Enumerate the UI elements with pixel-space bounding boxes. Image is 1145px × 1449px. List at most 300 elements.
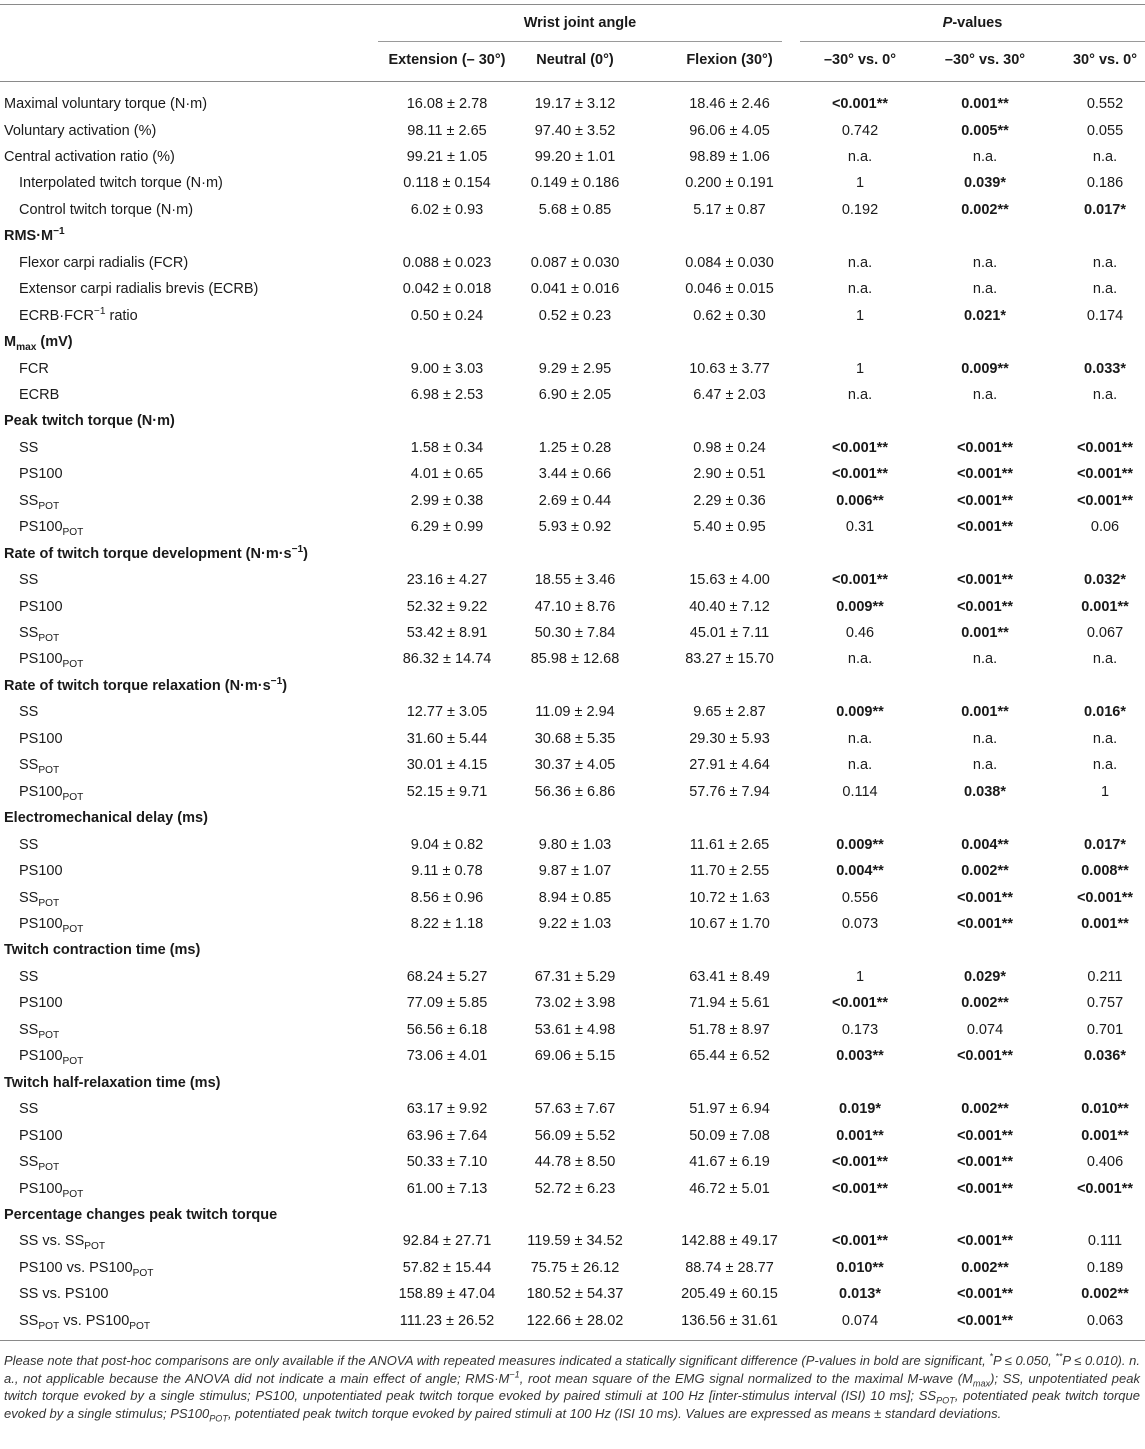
row-label-text: Flexor carpi radialis (FCR) <box>19 254 189 271</box>
table-cell-p-value: 0.111 <box>1087 1233 1123 1250</box>
table-cell-p-value: 0.019* <box>839 1101 881 1118</box>
table-cell-value: 63.96 ± 7.64 <box>406 1127 488 1144</box>
table-cell-value: 51.78 ± 8.97 <box>689 1021 770 1038</box>
table-cell-p-value: n.a. <box>972 386 998 403</box>
table-cell-value: 56.56 ± 6.18 <box>406 1021 488 1038</box>
row-label-suffix: ) <box>303 545 308 562</box>
row-label-superscript: −1 <box>291 543 304 555</box>
table-cell-value: 96.06 ± 4.05 <box>689 122 770 139</box>
table-cell-p-value: 0.002** <box>1081 1286 1129 1303</box>
table-cell-value: 71.94 ± 5.61 <box>689 995 770 1012</box>
row-label <box>19 279 258 299</box>
table-cell-value: 0.50 ± 0.24 <box>410 307 484 324</box>
row-label-subscript: POT <box>38 500 60 512</box>
section-header <box>4 1073 220 1093</box>
table-cell-value: 11.61 ± 2.65 <box>689 836 770 853</box>
table-cell-value: 27.91 ± 4.64 <box>689 757 770 774</box>
row-label-text: Control twitch torque (N·m) <box>19 201 194 218</box>
row-label-subscript: POT <box>62 1188 84 1200</box>
row-label-text: RMS·M <box>4 228 54 245</box>
table-cell-value: 2.69 ± 0.44 <box>538 492 612 509</box>
table-cell-p-value: 0.001** <box>961 625 1009 641</box>
table-cell-value: 3.44 ± 0.66 <box>538 466 612 483</box>
table-cell-value: 10.67 ± 1.70 <box>689 915 770 932</box>
row-label-text: Peak twitch torque (N·m) <box>4 413 175 430</box>
table-cell-p-value: <0.001** <box>956 598 1014 615</box>
table-cell-value: 5.17 ± 0.87 <box>693 201 766 218</box>
row-label-text: PS100 <box>19 995 63 1012</box>
table-cell-p-value: <0.001** <box>956 1048 1014 1065</box>
table-cell-p-value: 0.010** <box>836 1259 884 1276</box>
table-cell-value: 5.68 ± 0.85 <box>538 201 612 218</box>
row-label <box>19 861 63 881</box>
table-cell-value: 6.98 ± 2.53 <box>410 386 484 403</box>
table-cell-p-value: 0.701 <box>1086 1021 1124 1038</box>
table-cell-value: 30.68 ± 5.35 <box>534 730 616 747</box>
row-label-text: SS <box>19 968 39 985</box>
row-label <box>19 729 63 749</box>
row-label-subscript: POT <box>62 527 84 539</box>
row-label-text: PS100 vs. PS100 <box>19 1259 133 1276</box>
table-cell-value: 56.36 ± 6.86 <box>534 783 616 800</box>
table-cell-p-value: 0.033* <box>1084 360 1126 377</box>
row-label <box>19 1179 83 1199</box>
row-label-subscript: POT <box>62 659 84 671</box>
table-cell-p-value: 0.010** <box>1081 1101 1129 1118</box>
table-cell-p-value: <0.001** <box>831 995 889 1012</box>
table-cell-value: 83.27 ± 15.70 <box>685 651 774 668</box>
table-cell-value: 18.55 ± 3.46 <box>534 572 616 589</box>
table-cell-p-value: <0.001** <box>831 439 889 456</box>
row-label-text: PS100 <box>19 783 63 800</box>
table-cell-value: 75.75 ± 26.12 <box>530 1259 620 1276</box>
row-label-text: PS100 <box>19 863 63 879</box>
table-cell-value: 56.09 ± 5.52 <box>534 1127 616 1144</box>
table-cell-p-value: <0.001** <box>1076 492 1134 509</box>
table-cell-p-value: n.a. <box>972 730 998 747</box>
table-cell-value: 46.72 ± 5.01 <box>689 1180 770 1197</box>
p-group-rule <box>800 41 1145 42</box>
table-cell-value: 5.40 ± 0.95 <box>693 519 766 536</box>
row-label-text: PS100 <box>19 651 63 668</box>
row-label <box>19 1258 154 1278</box>
table-cell-p-value: 0.004** <box>836 863 884 879</box>
row-label <box>19 1099 38 1119</box>
table-cell-p-value: n.a. <box>847 281 873 298</box>
row-label-subscript: POT <box>62 923 84 935</box>
row-label <box>19 517 83 537</box>
row-label <box>4 147 175 167</box>
table-cell-value: 0.62 ± 0.30 <box>693 307 766 324</box>
table-cell-value: 1.25 ± 0.28 <box>538 439 612 456</box>
row-label-text: Rate of twitch torque relaxation (N·m·s <box>4 677 271 694</box>
table-cell-p-value: 0.039* <box>964 175 1006 192</box>
row-label-subscript: POT <box>38 1320 60 1332</box>
section-header <box>4 226 65 246</box>
table-cell-p-value: 0.055 <box>1086 122 1124 139</box>
table-cell-p-value: n.a. <box>847 730 873 747</box>
table-cell-value: 11.70 ± 2.55 <box>689 863 770 879</box>
table-cell-value: 73.06 ± 4.01 <box>406 1048 488 1065</box>
row-label <box>19 649 83 669</box>
row-label-subscript: POT <box>129 1320 151 1332</box>
table-cell-p-value: 0.406 <box>1086 1154 1124 1170</box>
table-cell-value: 11.09 ± 2.94 <box>535 704 615 721</box>
table-cell-p-value: <0.001** <box>956 1286 1014 1303</box>
table-cell-p-value: 0.174 <box>1086 307 1124 324</box>
table-cell-p-value: 0.001** <box>961 96 1009 112</box>
table-cell-p-value: n.a. <box>847 254 873 271</box>
table-cell-value: 57.76 ± 7.94 <box>689 783 770 800</box>
table-cell-p-value: n.a. <box>1092 730 1118 747</box>
table-cell-p-value: n.a. <box>972 281 998 298</box>
table-cell-value: 2.29 ± 0.36 <box>693 492 766 509</box>
row-label-text: PS100 <box>19 1180 63 1197</box>
table-cell-value: 52.15 ± 9.71 <box>406 783 488 800</box>
table-cell-value: 69.06 ± 5.15 <box>534 1048 616 1065</box>
table-cell-p-value: <0.001** <box>1076 889 1134 906</box>
table-cell-value: 0.52 ± 0.23 <box>538 307 612 324</box>
table-cell-value: 6.47 ± 2.03 <box>693 386 766 403</box>
col-extension: Extension (– 30°) <box>388 52 506 68</box>
table-cell-value: 98.89 ± 1.06 <box>689 148 770 165</box>
row-label-text: Voluntary activation (%) <box>4 122 157 139</box>
table-cell-value: 122.66 ± 28.02 <box>526 1312 624 1329</box>
table-cell-value: 15.63 ± 4.00 <box>689 572 770 589</box>
row-label-text: Maximal voluntary torque (N·m) <box>4 96 208 112</box>
row-label <box>19 1284 108 1304</box>
row-label-text: PS100 <box>19 598 63 615</box>
row-label <box>19 385 59 405</box>
table-cell-p-value: 0.001** <box>836 1127 884 1144</box>
table-cell-p-value: <0.001** <box>956 519 1014 536</box>
table-cell-value: 99.20 ± 1.01 <box>534 148 616 165</box>
table-cell-p-value: 0.002** <box>961 995 1009 1012</box>
row-label <box>19 702 38 722</box>
table-cell-value: 2.99 ± 0.38 <box>410 492 484 509</box>
table-cell-p-value: n.a. <box>972 651 998 668</box>
table-cell-p-value: 0.46 <box>845 625 875 641</box>
row-label-text: PS100 <box>19 1127 63 1144</box>
table-cell-value: 142.88 ± 49.17 <box>681 1233 778 1250</box>
table-cell-value: 85.98 ± 12.68 <box>530 651 620 668</box>
section-header <box>4 1205 277 1225</box>
table-cell-value: 31.60 ± 5.44 <box>406 730 488 747</box>
table-cell-value: 63.41 ± 8.49 <box>689 968 770 985</box>
table-cell-p-value: 0.003** <box>836 1048 884 1065</box>
table-cell-value: 68.24 ± 5.27 <box>406 968 488 985</box>
table-cell-p-value: 0.029* <box>964 968 1006 985</box>
table-cell-p-value: 0.192 <box>841 201 879 218</box>
section-header <box>4 411 175 431</box>
table-cell-p-value: <0.001** <box>956 1312 1014 1329</box>
table-cell-p-value: <0.001** <box>831 466 889 483</box>
table-cell-value: 10.63 ± 3.77 <box>689 360 770 377</box>
table-cell-p-value: n.a. <box>1092 386 1118 403</box>
col-p-flex-neu: 30° vs. 0° <box>1072 52 1137 68</box>
table-cell-value: 47.10 ± 8.76 <box>534 598 616 615</box>
col-flexion: Flexion (30°) <box>686 52 773 68</box>
row-label-text: PS100 <box>19 466 63 483</box>
table-cell-p-value: 0.06 <box>1090 519 1120 536</box>
table-cell-p-value: 1 <box>1100 783 1110 800</box>
table-cell-p-value: n.a. <box>847 757 873 774</box>
table-cell-value: 0.200 ± 0.191 <box>685 175 774 192</box>
table-cell-p-value: 0.552 <box>1086 96 1124 112</box>
table-bottom-rule <box>0 1340 1145 1341</box>
table-cell-p-value: <0.001** <box>831 1154 889 1170</box>
row-label <box>4 94 207 114</box>
table-cell-value: 50.30 ± 7.84 <box>534 625 616 641</box>
table-cell-p-value: n.a. <box>847 386 873 403</box>
row-label-text: Central activation ratio (%) <box>4 148 175 165</box>
table-cell-p-value: <0.001** <box>956 439 1014 456</box>
table-cell-p-value: n.a. <box>1092 254 1118 271</box>
col-p-ext-flex: –30° vs. 30° <box>944 52 1026 68</box>
table-cell-p-value: 0.001** <box>1081 1127 1129 1144</box>
table-cell-value: 92.84 ± 27.71 <box>402 1233 492 1250</box>
table-cell-value: 16.08 ± 2.78 <box>406 96 488 112</box>
row-label-text: PS100 <box>19 1048 63 1065</box>
table-cell-value: 65.44 ± 6.52 <box>689 1048 770 1065</box>
table-cell-value: 0.084 ± 0.030 <box>685 254 774 271</box>
row-label-suffix: ) <box>282 677 288 694</box>
table-cell-p-value: <0.001** <box>956 889 1014 906</box>
table-cell-p-value: 0.006** <box>836 492 884 509</box>
table-cell-value: 86.32 ± 14.74 <box>402 651 492 668</box>
row-label-text: SS <box>19 625 39 641</box>
table-cell-p-value: 0.002** <box>961 1101 1009 1118</box>
table-cell-value: 99.21 ± 1.05 <box>406 148 488 165</box>
table-cell-value: 0.088 ± 0.023 <box>402 254 492 271</box>
table-cell-value: 50.09 ± 7.08 <box>689 1127 770 1144</box>
table-cell-p-value: 0.017* <box>1084 201 1126 218</box>
table-cell-p-value: <0.001** <box>956 466 1014 483</box>
row-label-text: PS100 <box>19 730 63 747</box>
row-label-superscript: −1 <box>53 226 65 238</box>
row-label-subscript: POT <box>84 1241 106 1253</box>
table-cell-value: 111.23 ± 26.52 <box>399 1312 495 1329</box>
table-cell-value: 8.22 ± 1.18 <box>410 915 484 932</box>
row-label-superscript: −1 <box>93 305 106 317</box>
table-cell-value: 9.87 ± 1.07 <box>538 863 612 879</box>
table-cell-value: 9.22 ± 1.03 <box>538 915 612 932</box>
table-cell-value: 9.00 ± 3.03 <box>410 360 484 377</box>
table-cell-p-value: <0.001** <box>956 915 1014 932</box>
table-cell-p-value: n.a. <box>1092 651 1118 668</box>
table-cell-value: 1.58 ± 0.34 <box>410 439 484 456</box>
table-cell-value: 52.72 ± 6.23 <box>534 1180 616 1197</box>
row-label <box>19 200 193 220</box>
table-cell-value: 9.29 ± 2.95 <box>538 360 612 377</box>
table-cell-value: 2.90 ± 0.51 <box>693 466 766 483</box>
table-cell-p-value: 0.005** <box>961 122 1009 139</box>
row-label-text: SS <box>19 1312 39 1329</box>
table-cell-p-value: <0.001** <box>956 1127 1014 1144</box>
table-cell-p-value: n.a. <box>847 651 873 668</box>
table-cell-p-value: 0.31 <box>845 519 875 536</box>
row-label <box>19 888 59 908</box>
table-cell-p-value: 0.036* <box>1084 1048 1126 1065</box>
row-label-subscript: POT <box>38 1161 60 1173</box>
table-cell-p-value: 0.009** <box>836 704 884 721</box>
row-label <box>19 173 223 193</box>
table-cell-value: 41.67 ± 6.19 <box>689 1154 770 1170</box>
table-cell-value: 77.09 ± 5.85 <box>406 995 488 1012</box>
row-label <box>19 993 63 1013</box>
section-header <box>4 544 308 564</box>
table-cell-p-value: 0.017* <box>1084 836 1126 853</box>
table-cell-value: 180.52 ± 54.37 <box>526 1286 624 1303</box>
row-label <box>19 464 63 484</box>
table-cell-value: 4.01 ± 0.65 <box>410 466 484 483</box>
table-cell-value: 5.93 ± 0.92 <box>538 519 612 536</box>
col-neutral: Neutral (0°) <box>536 52 614 68</box>
table-cell-p-value: 0.067 <box>1086 625 1124 641</box>
row-label-text: PS100 <box>19 519 63 536</box>
table-cell-value: 19.17 ± 3.12 <box>534 96 616 112</box>
header-wrist-joint-angle: Wrist joint angle <box>523 15 637 31</box>
row-label-text: ECRB·FCR <box>19 307 94 324</box>
row-label-subscript: max <box>16 341 37 353</box>
table-cell-value: 0.149 ± 0.186 <box>530 175 620 192</box>
section-header <box>4 940 200 960</box>
table-cell-value: 30.37 ± 4.05 <box>534 757 616 774</box>
header-bottom-rule <box>0 81 1145 82</box>
row-label-text: SS <box>19 889 39 906</box>
row-label <box>19 253 188 273</box>
row-label-subscript: POT <box>38 1029 60 1041</box>
row-label-subscript: POT <box>38 632 60 644</box>
row-label <box>19 782 83 802</box>
row-label-subscript: POT <box>38 897 60 909</box>
table-cell-value: 0.98 ± 0.24 <box>693 439 766 456</box>
table-cell-value: 29.30 ± 5.93 <box>689 730 770 747</box>
table-cell-p-value: 0.189 <box>1086 1259 1124 1276</box>
header-p-values: P-values <box>942 15 1003 31</box>
row-label <box>19 597 63 617</box>
row-label-text: SS <box>19 757 39 774</box>
row-label-text: PS100 <box>19 915 63 932</box>
row-label-text: Interpolated twitch torque (N·m) <box>19 175 223 192</box>
table-cell-p-value: 0.032* <box>1084 572 1126 589</box>
table-cell-p-value: <0.001** <box>956 572 1014 589</box>
row-label-text: Extensor carpi radialis brevis (ECRB) <box>19 281 259 298</box>
row-label <box>19 1152 59 1172</box>
table-cell-value: 0.087 ± 0.030 <box>530 254 620 271</box>
table-cell-p-value: 0.742 <box>841 122 879 139</box>
wrist-group-rule <box>378 41 782 42</box>
table-cell-value: 6.02 ± 0.93 <box>410 201 484 218</box>
row-label-text: SS <box>19 836 39 853</box>
table-cell-p-value: 0.021* <box>964 307 1006 324</box>
table-cell-p-value: 0.001** <box>1081 915 1129 932</box>
table-cell-p-value: 0.211 <box>1087 968 1123 985</box>
row-label-subscript: POT <box>132 1267 154 1279</box>
table-cell-p-value: 0.038* <box>964 783 1006 800</box>
table-cell-value: 0.118 ± 0.154 <box>403 175 491 192</box>
table-cell-value: 119.59 ± 34.52 <box>527 1233 623 1250</box>
row-label-text: SS <box>19 1154 39 1170</box>
row-label <box>19 1126 63 1146</box>
table-cell-p-value: 0.008** <box>1081 863 1129 879</box>
table-cell-p-value: 0.013* <box>839 1286 881 1303</box>
table-cell-value: 158.89 ± 47.04 <box>398 1286 496 1303</box>
table-cell-value: 98.11 ± 2.65 <box>407 122 487 139</box>
table-cell-value: 53.61 ± 4.98 <box>534 1021 616 1038</box>
table-cell-p-value: <0.001** <box>956 1154 1014 1170</box>
row-label <box>19 1020 59 1040</box>
table-cell-p-value: 0.009** <box>836 836 884 853</box>
table-footnote: Please note that post-hoc comparisons are only available if the ANOVA with repeated measures indicated a statically significant difference (P-values in bold are significant, *P ≤ 0.050, **P ≤ 0.010). n. a., not applicable because the ANOVA did not indicate a main effect of angle; $RMS\cdot M^{-1}$, root mean square of the EMG signal normalized to the maximal M-wave $(M_{max})$; SS, unpotentiated peak twitch torque evoked by a single stimulus; PS100, unpotentiated peak twitch torque evoked by paired stimuli at 100 Hz [inter-stimulus interval (ISI) 10 ms]; $SS_{POT}$, potentiated peak twitch torque evoked by a single stimulus; $PS100_{POT}$, potentiated peak twitch torque evoked by paired stimuli at 100 Hz (ISI 10 ms). Values are expressed as means ± standard deviations. <box>4 1351 1140 1424</box>
table-cell-p-value: 0.186 <box>1086 175 1124 192</box>
table-cell-p-value: 0.757 <box>1086 995 1124 1012</box>
table-cell-p-value: 0.063 <box>1086 1312 1124 1329</box>
table-cell-p-value: 0.556 <box>841 889 879 906</box>
table-cell-p-value: <0.001** <box>831 96 889 112</box>
table-cell-value: 23.16 ± 4.27 <box>406 572 488 589</box>
table-cell-p-value: 0.001** <box>961 704 1009 721</box>
row-label-suffix: (mV) <box>36 334 73 350</box>
row-label-text: M <box>4 334 17 350</box>
table-cell-value: 57.82 ± 15.44 <box>402 1259 492 1276</box>
table-cell-value: 9.11 ± 0.78 <box>411 863 483 879</box>
table-cell-p-value: 0.001** <box>1081 598 1129 615</box>
row-label <box>19 491 59 511</box>
table-cell-value: 73.02 ± 3.98 <box>534 995 616 1012</box>
table-cell-value: 136.56 ± 31.61 <box>681 1312 778 1329</box>
table-cell-p-value: <0.001** <box>831 572 889 589</box>
table-cell-p-value: 0.074 <box>966 1021 1004 1038</box>
table-cell-p-value: <0.001** <box>1076 1180 1134 1197</box>
table-cell-p-value: n.a. <box>1092 757 1118 774</box>
table-cell-value: 50.33 ± 7.10 <box>406 1154 488 1170</box>
row-label-text: FCR <box>19 360 49 377</box>
table-cell-value: 0.042 ± 0.018 <box>402 281 492 298</box>
row-label-subscript: POT <box>62 1056 84 1068</box>
table-cell-p-value: <0.001** <box>831 1180 889 1197</box>
table-cell-value: 6.29 ± 0.99 <box>410 519 484 536</box>
table-cell-value: 0.041 ± 0.016 <box>530 281 620 298</box>
table-cell-p-value: 1 <box>855 175 865 192</box>
row-label-text: Percentage changes peak twitch torque <box>4 1206 278 1223</box>
table-cell-value: 57.63 ± 7.67 <box>534 1101 616 1118</box>
table-cell-value: 67.31 ± 5.29 <box>534 968 616 985</box>
table-cell-value: 0.046 ± 0.015 <box>685 281 774 298</box>
row-label <box>19 1311 150 1331</box>
table-cell-value: 9.65 ± 2.87 <box>693 704 766 721</box>
row-label-text: SS <box>19 439 39 456</box>
table-cell-value: 63.17 ± 9.92 <box>406 1101 488 1118</box>
table-cell-p-value: <0.001** <box>956 1180 1014 1197</box>
table-cell-value: 10.72 ± 1.63 <box>689 889 770 906</box>
table-cell-value: 205.49 ± 60.15 <box>681 1286 778 1303</box>
table-cell-value: 8.94 ± 0.85 <box>538 889 612 906</box>
row-label-text: SS vs. PS100 <box>19 1286 109 1303</box>
table-cell-value: 97.40 ± 3.52 <box>534 122 616 139</box>
row-label-text: SS vs. SS <box>19 1233 85 1250</box>
row-label-superscript: −1 <box>270 676 283 688</box>
table-cell-value: 53.42 ± 8.91 <box>406 625 488 641</box>
table-cell-p-value: <0.001** <box>1076 466 1134 483</box>
table-cell-value: 6.90 ± 2.05 <box>538 386 612 403</box>
table-cell-p-value: n.a. <box>847 148 873 165</box>
table-cell-p-value: n.a. <box>1092 281 1118 298</box>
table-cell-value: 9.80 ± 1.03 <box>538 836 612 853</box>
section-header <box>4 808 208 828</box>
table-cell-value: 51.97 ± 6.94 <box>689 1101 770 1118</box>
row-label-subscript: POT <box>62 791 84 803</box>
